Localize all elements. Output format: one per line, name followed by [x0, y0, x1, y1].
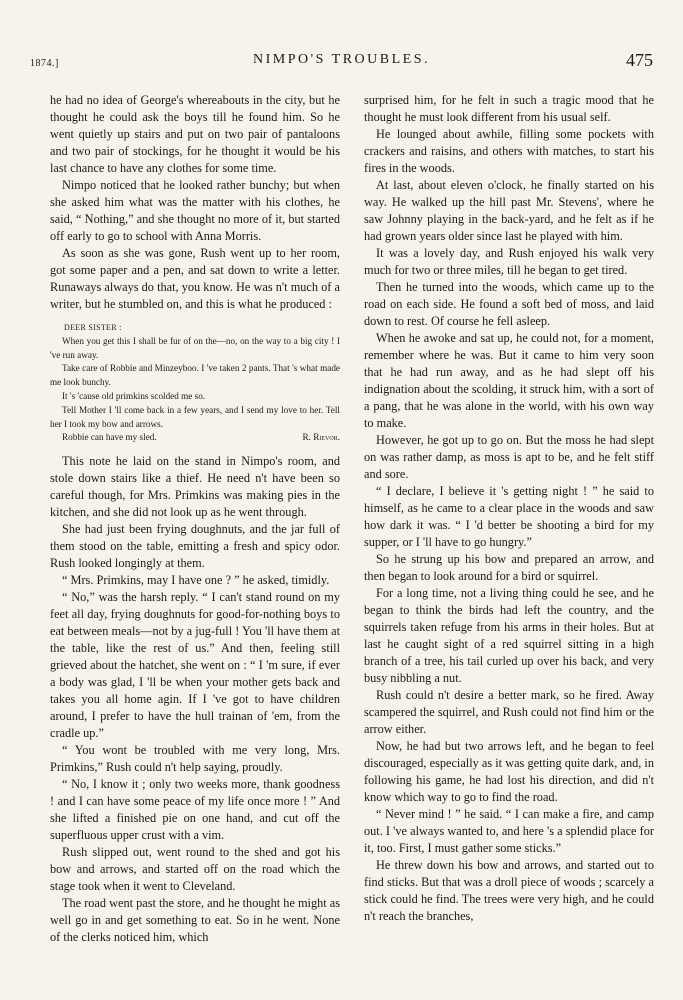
right-column [364, 92, 654, 925]
paragraph: “ Mrs. Primkins, may I have one ? ” he asked, timidly. [62, 573, 330, 588]
letter-salutation: DEER SISTER : [64, 323, 122, 332]
paragraph: “ I declare, I believe it 's getting night ! ” he said to himself, as he came to a clear place in the woods and saw how dark it was. “ I 'd better be shooting a bird for my supper, or I 'll have to go hungry.” [364, 484, 654, 549]
paragraph: Then he turned into the woods, which came up to the road on each side. He found a soft bed of moss, and laid down to rest. Of course he fell asleep. [364, 280, 654, 328]
paragraph: “ No,” was the harsh reply. “ I can't stand round on my feet all day, frying doughnuts for good-for-nothing boys to eat between meals—not by a jug-full ! You 'll have them at the table, like the rest of us.” And then, feeling still grieved about the hatchet, she went on : “ I 'm sure, if ever a body was glad, I 'll be when your mother gets back and takes you all home agin. If I 've got to have children around, I prefer to have the hull trainan of 'em, from the cradle up.” [50, 590, 340, 741]
paragraph: So he strung up his bow and prepared an arrow, and then began to look around for a bird or squirrel. [364, 552, 654, 583]
letter-line: It 's 'cause old primkins scolded me so. [62, 390, 206, 401]
letter-line: When you get this I shall be fur of on the—no, on the way to a big city ! I 've run away. [50, 335, 340, 360]
letter-signature: R. Rievor. [302, 432, 340, 443]
story-title: NIMPO'S TROUBLES. [252, 52, 430, 67]
paragraph: When he awoke and sat up, he could not, for a moment, remember where he was. But it came to him very soon that he had run away, and as he had slept off his indignation about the scolding, it struck him, with a sort of a pang, that he was alone in the world, with his own way to make. [364, 331, 654, 430]
paragraph: She had just been frying doughnuts, and the jar full of them stood on the table, emitting a fresh and spicy odor. Rush looked longingly at them. [50, 522, 340, 571]
letter-line: Robbie can have my sled. [62, 432, 157, 443]
paragraph: Rush could n't desire a better mark, so he fired. Away scampered the squirrel, and Rush could not find him or the arrow either. [364, 688, 654, 736]
paragraph: As soon as she was gone, Rush went up to her room, got some paper and a pen, and sat down to write a letter. Runaways always do that, you know. He was n't much of a writer, but he stumbled on, and this is what he produced : [50, 246, 340, 311]
page-number: 475 [626, 50, 653, 70]
paragraph: Nimpo noticed that he looked rather bunchy; but when she asked him what was the matter with his clothes, he said, “ Nothing,” and she thought no more of it, but started off early to go to school with Anna Morris. [50, 178, 340, 243]
letter-line: Take care of Robbie and Minzeyboo. I 've taken 2 pants. That 's what made me look bunchy. [50, 363, 340, 388]
left-column [50, 92, 340, 946]
paragraph: However, he got up to go on. But the moss he had slept on was rather damp, as moss is apt to be, and he felt stiff and sore. [364, 433, 654, 481]
paragraph: “ You wont be troubled with me very long, Mrs. Primkins,” Rush could n't help saying, proudly. [50, 743, 340, 775]
paragraph: “ No, I know it ; only two weeks more, thank goodness ! and I can have some peace of my life once more ! ” And she lifted a finished pie on one hand, and cut off the superfluous upper crust with a vim. [50, 777, 340, 843]
paragraph: He lounged about awhile, filling some pockets with crackers and raisins, and others with matches, to start his fires in the woods. [364, 127, 654, 175]
paragraph: At last, about eleven o'clock, he finally started on his way. He walked up the hill past Mr. Stevens', where he saw Johnny playing in the back-yard, and he felt as if he had grown years older since last he played with him. [364, 178, 654, 243]
paragraph: This note he laid on the stand in Nimpo's room, and stole down stairs like a thief. He need n't have been so careful though, for Mrs. Primkins was making pies in the kitchen, and she did not look up as he went through. [50, 454, 340, 520]
quoted-letter [50, 321, 340, 445]
paragraph: Now, he had but two arrows left, and he began to feel discouraged, especially as it was getting quite dark, and, in following his game, he had lost his direction, and did n't know which way to go to find the road. [364, 739, 654, 804]
issue-date: 1874.] [30, 58, 59, 69]
text-columns [50, 92, 655, 972]
paragraph: The road went past the store, and he thought he might as well go in and get something to eat. So in he went. None of the clerks noticed him, which [50, 896, 340, 945]
paragraph: It was a lovely day, and Rush enjoyed his walk very much for two or three miles, till he began to get tired. [364, 246, 654, 277]
paragraph: He threw down his bow and arrows, and started out to find sticks. But that was a droll piece of woods ; scarcely a stick could he find. The trees were very high, and he could n't reach the branches, [364, 858, 654, 923]
paragraph: he had no idea of George's whereabouts in the city, but he thought he could ask the boys till he found him. So he went quietly up stairs and put on two pair of pantaloons and two pair of stockings, for he thought it would be his last chance to have any clothes for some time. [50, 93, 340, 175]
paragraph: “ Never mind ! ” he said. “ I can make a fire, and camp out. I 've always wanted to, and here 's a splendid place for it, too. First, I must gather some sticks.” [364, 807, 654, 855]
running-head [30, 50, 653, 76]
paragraph: Rush slipped out, went round to the shed and got his bow and arrows, and started off on the road which the stage took when it went to Cleveland. [50, 845, 340, 894]
letter-closing [50, 431, 340, 445]
paragraph: surprised him, for he felt in such a tragic mood that he thought he must look different from his usual self. [364, 93, 654, 124]
paragraph: For a long time, not a living thing could he see, and he began to think the birds had left the country, and the squirrels taken refuge from his arms in their holes. But at last he caught sight of a red squirrel sitting in a high branch of a tree, his tail curled up over his back, and very busy nibbling a nut. [364, 586, 654, 685]
letter-line: Tell Mother I 'll come back in a few years, and I send my love to her. Tell her I took my bow and arrows. [50, 404, 340, 429]
